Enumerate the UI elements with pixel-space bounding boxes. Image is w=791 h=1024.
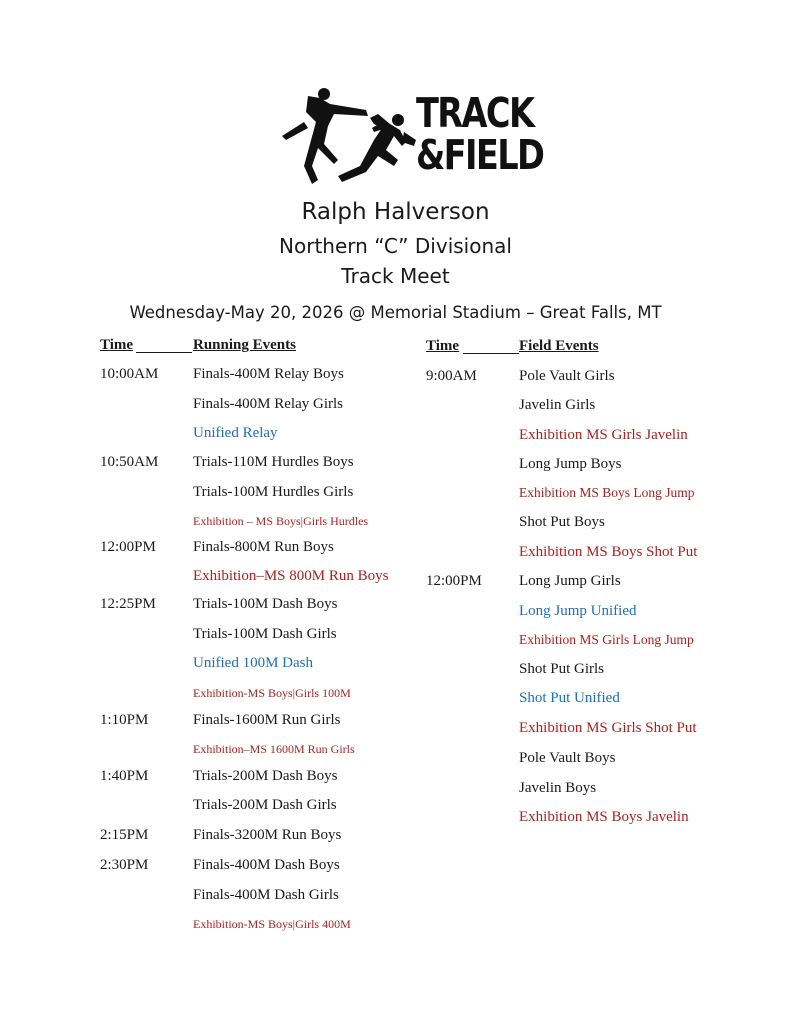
running-time-header: Time: [100, 337, 134, 353]
meet-subtitle: Northern “C” Divisional: [279, 234, 512, 258]
event-item: Finals-400M Relay Girls: [193, 396, 343, 412]
event-item: Exhibition-MS Boys|Girls 100M: [193, 686, 351, 700]
date-location: Wednesday-May 20, 2026 @ Memorial Stadium – Great Falls, MT: [129, 303, 662, 322]
logo-wordmark: [416, 89, 544, 179]
running-header-rule: [136, 352, 192, 353]
event-item: Long Jump Boys: [519, 456, 622, 472]
event-item: Shot Put Unified: [519, 690, 620, 706]
event-time: 1:40PM: [100, 768, 149, 784]
event-time: 10:00AM: [100, 366, 159, 382]
event-item: Finals-400M Dash Boys: [193, 857, 340, 873]
event-item: Finals-400M Relay Boys: [193, 366, 344, 382]
event-time: 1:10PM: [100, 712, 149, 728]
event-item: Exhibition MS Boys Shot Put: [519, 544, 698, 560]
event-time: 2:30PM: [100, 857, 149, 873]
event-time: 9:00AM: [426, 368, 477, 384]
field-events-header: Field Events: [519, 338, 599, 354]
meet-name: Track Meet: [341, 264, 450, 288]
runner-athlete-icon: [338, 114, 416, 182]
event-item: Trials-110M Hurdles Boys: [193, 454, 354, 470]
event-item: Trials-100M Dash Boys: [193, 596, 338, 612]
meet-title: Ralph Halverson: [301, 199, 490, 225]
event-time: 10:50AM: [100, 454, 159, 470]
event-item: Finals-800M Run Boys: [193, 539, 334, 555]
event-time: 12:25PM: [100, 596, 156, 612]
field-time-header: Time: [426, 338, 460, 354]
event-time: 2:15PM: [100, 827, 149, 843]
event-time: 12:00PM: [100, 539, 156, 555]
event-item: Unified 100M Dash: [193, 655, 313, 671]
event-item: Javelin Boys: [519, 780, 597, 796]
event-item: Pole Vault Boys: [519, 750, 616, 766]
running-events-header: Running Events: [193, 337, 296, 353]
event-item: Pole Vault Girls: [519, 368, 615, 384]
event-item: Finals-400M Dash Girls: [193, 887, 339, 903]
event-item: Exhibition MS Girls Shot Put: [519, 720, 697, 736]
event-item: Trials-200M Dash Girls: [193, 797, 337, 813]
event-item: Javelin Girls: [519, 397, 596, 413]
event-item: Unified Relay: [193, 425, 278, 441]
event-item: Exhibition MS Boys Long Jump: [519, 485, 695, 500]
logo-line-field: &FIELD: [416, 131, 544, 179]
event-item: Trials-200M Dash Boys: [193, 768, 338, 784]
event-item: Shot Put Girls: [519, 661, 605, 677]
event-item: Long Jump Girls: [519, 573, 621, 589]
event-item: Exhibition–MS 1600M Run Girls: [193, 742, 355, 756]
event-item: Long Jump Unified: [519, 603, 637, 619]
event-item: Finals-1600M Run Girls: [193, 712, 341, 728]
event-item: Shot Put Boys: [519, 514, 605, 530]
event-item: Trials-100M Dash Girls: [193, 626, 337, 642]
event-item: Exhibition – MS Boys|Girls Hurdles: [193, 514, 369, 528]
event-item: Exhibition MS Girls Javelin: [519, 427, 688, 443]
event-time: 12:00PM: [426, 573, 482, 589]
event-item: Exhibition MS Boys Javelin: [519, 809, 689, 825]
event-item: Exhibition–MS 800M Run Boys: [193, 568, 389, 584]
event-item: Exhibition-MS Boys|Girls 400M: [193, 917, 351, 931]
field-header-rule: [463, 353, 519, 354]
logo-line-track: TRACK: [416, 89, 534, 137]
event-item: Trials-100M Hurdles Girls: [193, 484, 354, 500]
event-item: Exhibition MS Girls Long Jump: [519, 632, 694, 647]
event-item: Finals-3200M Run Boys: [193, 827, 342, 843]
